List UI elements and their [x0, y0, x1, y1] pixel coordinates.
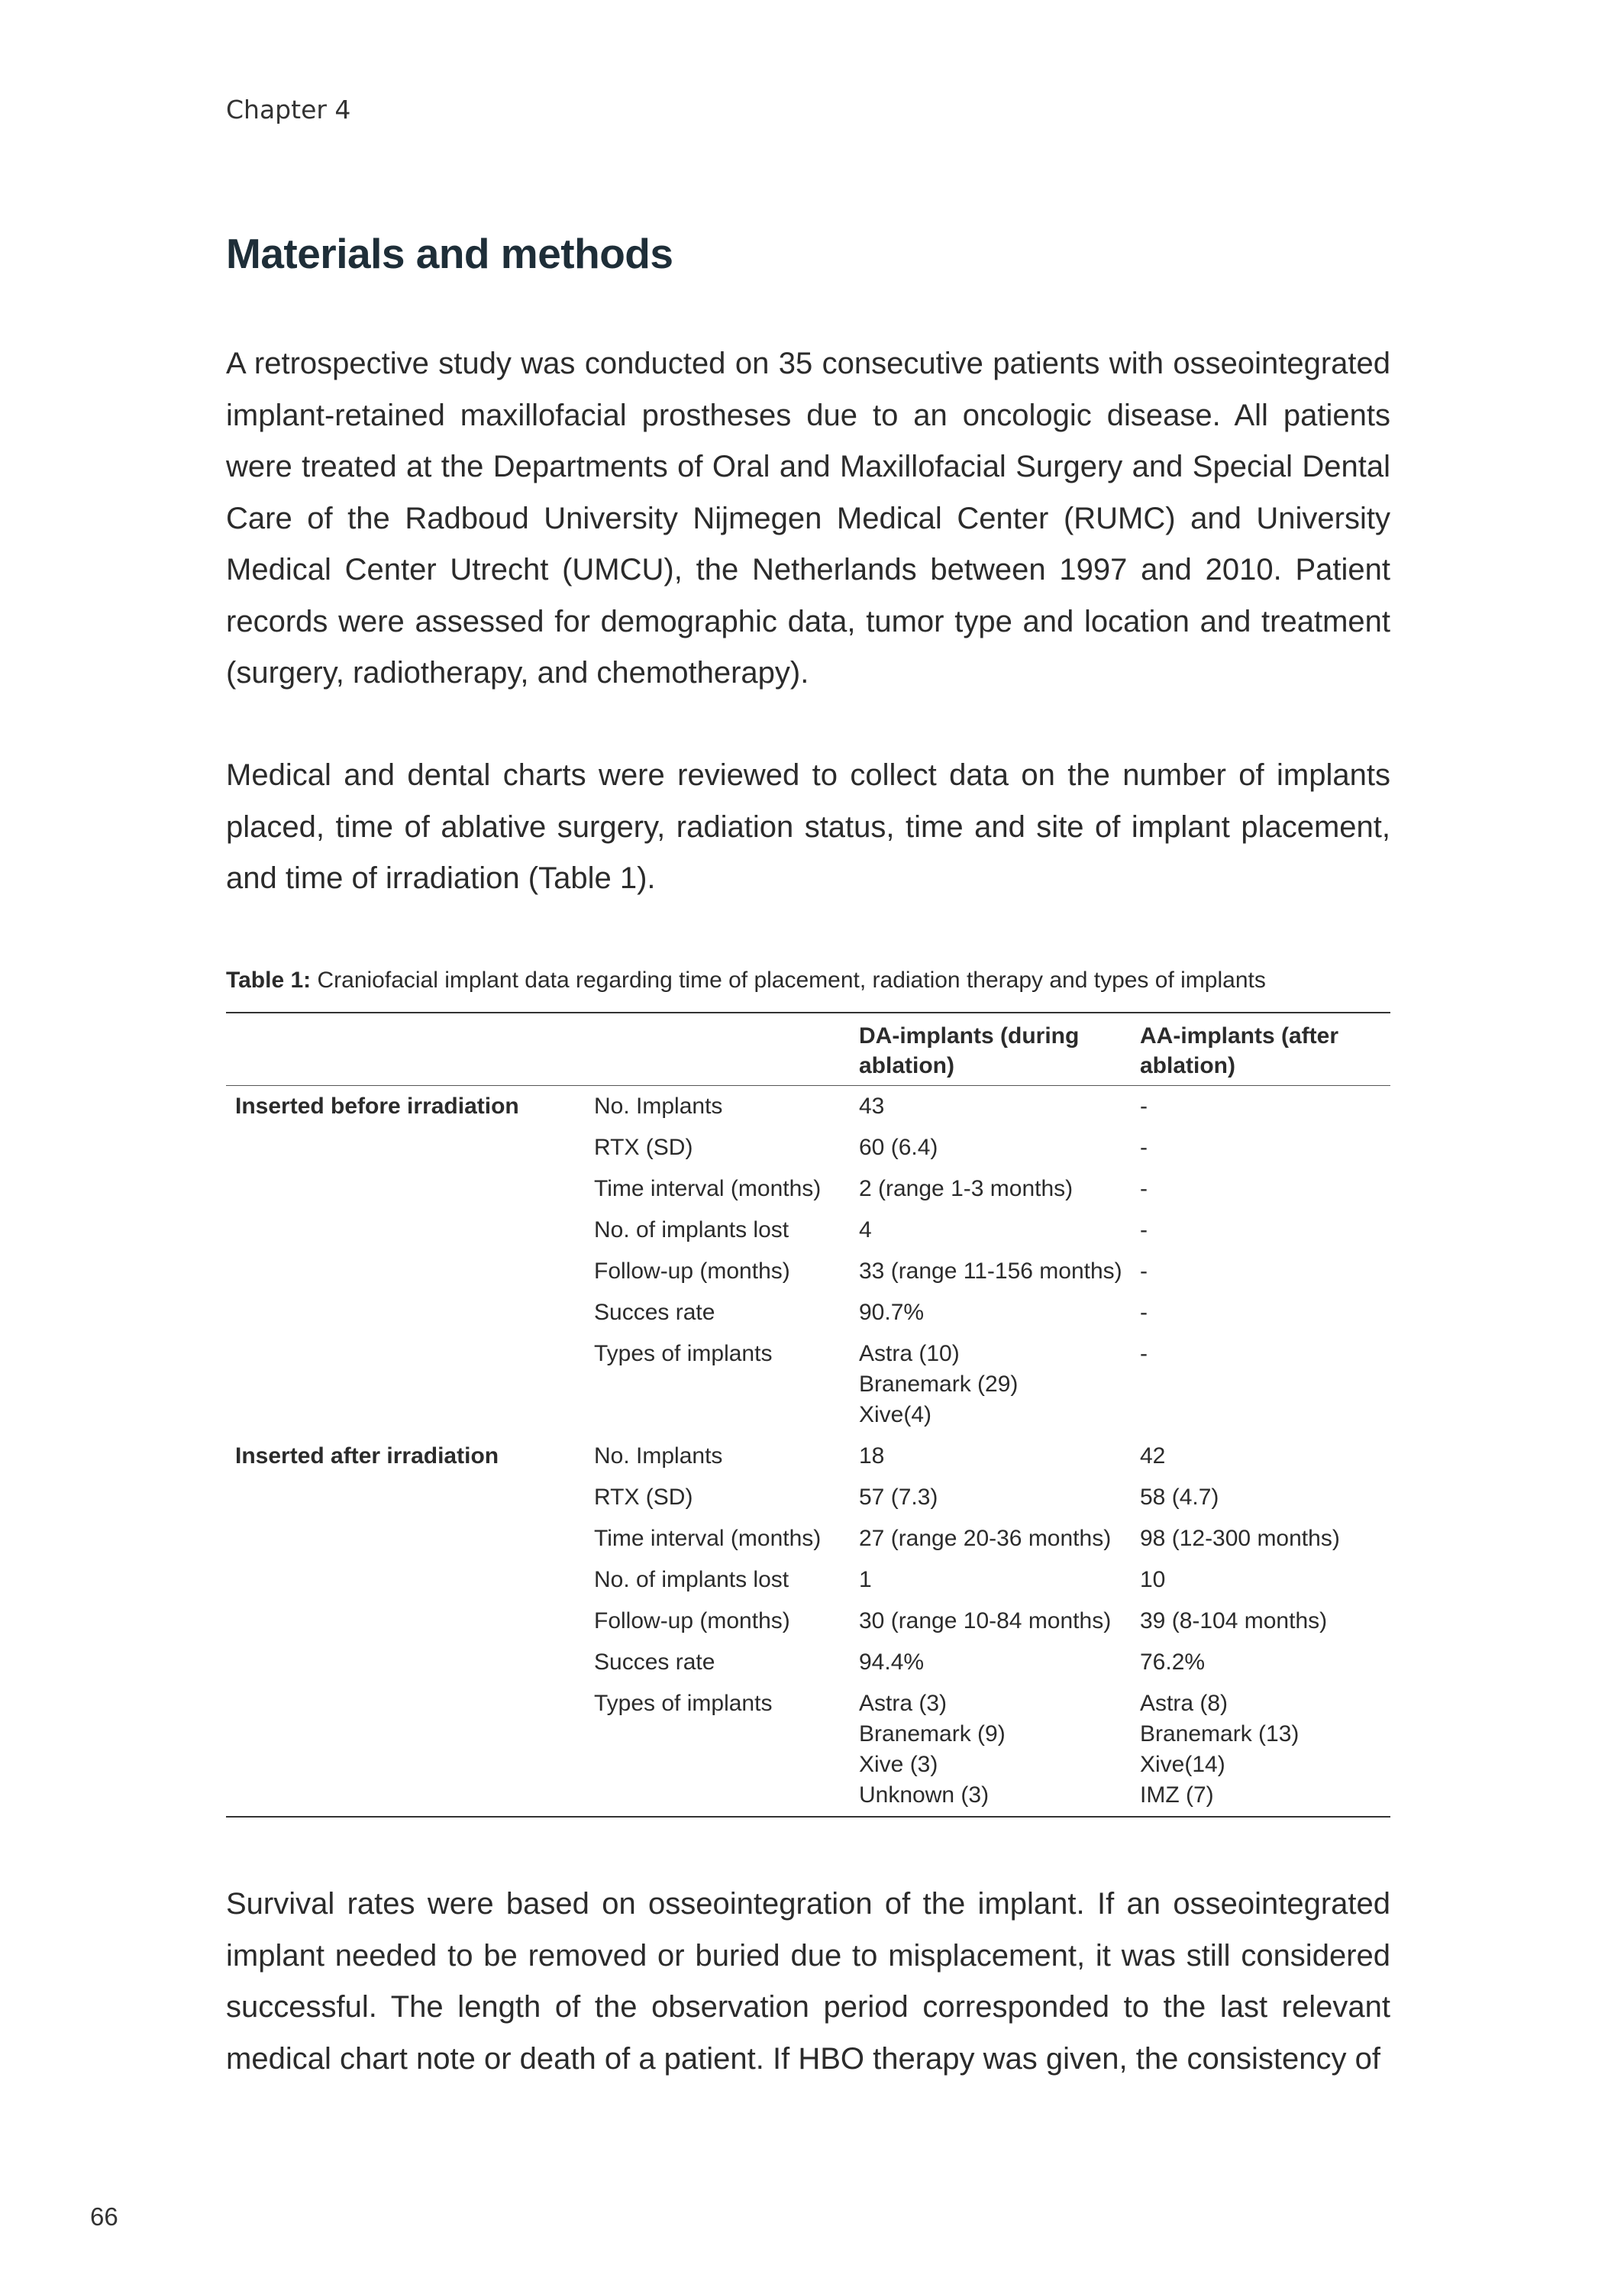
da-value-cell: 57 (7.3): [859, 1485, 938, 1510]
implant-type: Branemark (13): [1140, 1721, 1300, 1747]
aa-value-cell: -: [1140, 1176, 1148, 1201]
implant-type: -: [1140, 1341, 1148, 1366]
table-row: [226, 1292, 1390, 1333]
table-header-row: [226, 1013, 1390, 1086]
section-title: Materials and methods: [226, 230, 673, 277]
table-row: [226, 1642, 1390, 1683]
aa-value-cell: -: [1140, 1300, 1148, 1325]
table-row: [226, 1127, 1390, 1168]
implant-type: Xive(14): [1140, 1752, 1225, 1777]
implant-type: Branemark (9): [859, 1721, 1006, 1747]
aa-types-cell: [1131, 1683, 1390, 1816]
parameter-cell: Follow-up (months): [594, 1608, 790, 1633]
table-row: [226, 1168, 1390, 1210]
aa-value-cell: 10: [1140, 1567, 1166, 1592]
table-row: [226, 1086, 1390, 1128]
da-value-cell: 18: [859, 1443, 885, 1469]
implant-type: Xive(4): [859, 1402, 932, 1427]
aa-value-cell: -: [1140, 1217, 1148, 1242]
parameter-cell: Follow-up (months): [594, 1259, 790, 1284]
da-value-cell: 27 (range 20-36 months): [859, 1526, 1112, 1551]
header-cell-da-implants: DA-implants (during ablation): [850, 1013, 1131, 1086]
parameter-cell: RTX (SD): [594, 1485, 693, 1510]
implant-type: Astra (3): [859, 1691, 948, 1716]
aa-value-cell: 39 (8-104 months): [1140, 1608, 1328, 1633]
parameter-cell: No. of implants lost: [594, 1217, 789, 1242]
group-label: Inserted before irradiation: [235, 1094, 519, 1119]
da-value-cell: 94.4%: [859, 1650, 925, 1675]
table-row: [226, 1436, 1390, 1477]
aa-value-cell: 42: [1140, 1443, 1166, 1469]
table-row: [226, 1518, 1390, 1559]
aa-value-cell: 58 (4.7): [1140, 1485, 1219, 1510]
header-cell-group: [226, 1013, 585, 1086]
implant-type: Unknown (3): [859, 1782, 990, 1808]
aa-value-cell: -: [1140, 1135, 1148, 1160]
chapter-header: Chapter 4: [226, 95, 351, 124]
da-value-cell: 30 (range 10-84 months): [859, 1608, 1112, 1633]
da-value-cell: 43: [859, 1094, 885, 1119]
aa-types-cell: [1131, 1333, 1390, 1436]
group-label: Inserted after irradiation: [235, 1443, 499, 1469]
da-value-cell: 1: [859, 1567, 872, 1592]
implant-data-table: [226, 1012, 1390, 1818]
implant-type: Branemark (29): [859, 1372, 1019, 1397]
da-types-cell: [850, 1683, 1131, 1816]
table-row: [226, 1333, 1390, 1436]
paragraph-charts: Medical and dental charts were reviewed to collect data on the number of implants placed, time of ablative surgery, radiation status, time and site of implant placement, and time of irradiation (Table 1).: [226, 758, 1390, 895]
da-value-cell: 90.7%: [859, 1300, 925, 1325]
parameter-cell: RTX (SD): [594, 1135, 693, 1160]
implant-type: Astra (10): [859, 1341, 960, 1366]
implant-type: IMZ (7): [1140, 1782, 1214, 1808]
parameter-cell: No. Implants: [594, 1094, 723, 1119]
header-cell-aa-implants: AA-implants (after ablation): [1131, 1013, 1390, 1086]
page-number: 66: [90, 2202, 118, 2231]
da-value-cell: 60 (6.4): [859, 1135, 938, 1160]
table-row: [226, 1477, 1390, 1518]
table-row: [226, 1210, 1390, 1251]
parameter-cell: Succes rate: [594, 1300, 715, 1325]
parameter-cell: Succes rate: [594, 1650, 715, 1675]
paragraph-intro: A retrospective study was conducted on 35 consecutive patients with osseointegrated implant-retained maxillofacial prostheses due to an oncologic disease. All patients were treated at the Departments of Oral and Maxillofacial Surgery and Special Dental Care of the Radboud University Nijmegen Medical Center (RUMC) and University Medical Center Utrecht (UMCU), the Netherlands between 1997 and 2010. Patient records were assessed for demographic data, tumor type and location and treatment (surgery, radiotherapy, and chemotherapy).: [226, 347, 1390, 690]
table-caption-label: Table 1:: [226, 968, 312, 993]
parameter-cell: Types of implants: [594, 1341, 773, 1366]
aa-value-cell: -: [1140, 1094, 1148, 1119]
da-value-cell: 4: [859, 1217, 872, 1242]
aa-value-cell: 76.2%: [1140, 1650, 1206, 1675]
parameter-cell: No. Implants: [594, 1443, 723, 1469]
header-cell-parameter: [585, 1013, 850, 1086]
parameter-cell: Types of implants: [594, 1691, 773, 1716]
parameter-cell: No. of implants lost: [594, 1567, 789, 1592]
paragraph-survival: Survival rates were based on osseointegration of the implant. If an osseointegrated implant needed to be removed or buried due to misplacement, it was still considered successful. The length of the observation period corresponded to the last relevant medical chart note or death of a patient. If HBO therapy was given, the consistency of: [226, 1887, 1390, 2076]
implant-type: Astra (8): [1140, 1691, 1228, 1716]
aa-value-cell: -: [1140, 1259, 1148, 1284]
da-value-cell: 33 (range 11-156 months): [859, 1259, 1122, 1284]
table-caption-text: Craniofacial implant data regarding time of placement, radiation therapy and types of implants: [317, 968, 1266, 993]
parameter-cell: Time interval (months): [594, 1176, 822, 1201]
table-row: [226, 1559, 1390, 1601]
da-value-cell: 2 (range 1-3 months): [859, 1176, 1074, 1201]
implant-type: Xive (3): [859, 1752, 938, 1777]
table-row: [226, 1683, 1390, 1816]
table-row: [226, 1601, 1390, 1642]
table-caption: [226, 968, 1266, 994]
aa-value-cell: 98 (12-300 months): [1140, 1526, 1340, 1551]
da-types-cell: [850, 1333, 1131, 1436]
table-row: [226, 1251, 1390, 1292]
parameter-cell: Time interval (months): [594, 1526, 822, 1551]
